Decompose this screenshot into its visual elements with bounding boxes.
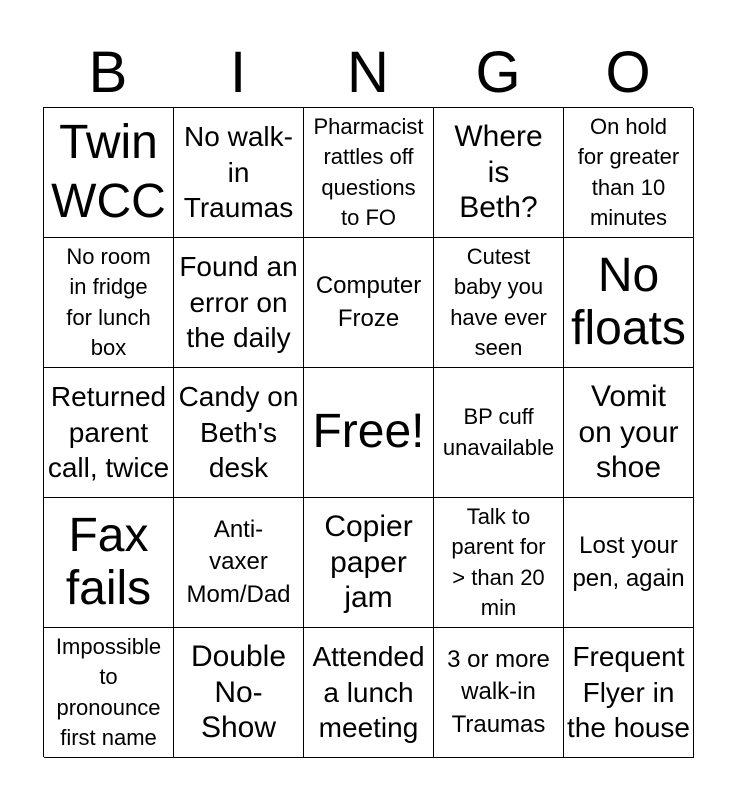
bingo-header (43, 40, 693, 106)
bingo-cell[interactable] (174, 498, 304, 628)
cell-text: Attended a lunch meeting (312, 640, 425, 744)
bingo-cell[interactable] (564, 368, 694, 498)
cell-text: No walk- in Traumas (183, 120, 294, 224)
bingo-cell[interactable] (44, 108, 174, 238)
cell-text: On hold for greater than 10 minutes (577, 113, 680, 230)
cell-text: Copier paper jam (324, 510, 413, 615)
cell-text: 3 or more walk-in Traumas (447, 645, 550, 738)
cell-text: Twin WCC (51, 115, 166, 228)
cell-text: Lost your pen, again (572, 532, 685, 592)
header-letter-i: I (229, 40, 247, 105)
cell-text: Cutest baby you have ever seen (450, 243, 547, 360)
cell-text: Impossible to pronounce first name (55, 633, 162, 750)
bingo-cell[interactable] (174, 628, 304, 758)
bingo-cell[interactable] (44, 498, 174, 628)
header-letter-b: B (88, 40, 128, 105)
cell-text: Anti- vaxer Mom/Dad (186, 515, 291, 608)
bingo-cell[interactable] (304, 108, 434, 238)
bingo-cell[interactable] (304, 628, 434, 758)
header-letter-o: O (605, 40, 651, 105)
cell-text: Returned parent call, twice (47, 380, 170, 484)
bingo-cell[interactable] (304, 498, 434, 628)
cell-text: Talk to parent for > than 20 min (451, 503, 546, 620)
bingo-cell[interactable] (434, 238, 564, 368)
bingo-cell[interactable] (44, 238, 174, 368)
bingo-cell[interactable] (564, 238, 694, 368)
bingo-cell[interactable] (44, 628, 174, 758)
bingo-cell[interactable] (434, 628, 564, 758)
cell-text: Pharmacist rattles off questions to FO (313, 113, 424, 230)
bingo-cell[interactable] (174, 108, 304, 238)
bingo-cell[interactable] (174, 238, 304, 368)
header-letter-n: N (347, 40, 389, 105)
bingo-cell[interactable] (434, 498, 564, 628)
cell-text: Vomit on your shoe (578, 380, 679, 485)
cell-text: Candy on Beth's desk (178, 380, 299, 484)
bingo-cell[interactable] (434, 368, 564, 498)
cell-text: Double No- Show (190, 640, 287, 745)
cell-text: BP cuff unavailable (442, 404, 555, 460)
bingo-cell[interactable] (564, 498, 694, 628)
cell-text: Found an error on the daily (179, 250, 298, 354)
bingo-board (43, 107, 693, 757)
cell-text: Computer Froze (315, 272, 422, 332)
bingo-cell[interactable] (434, 108, 564, 238)
bingo-cell[interactable] (304, 238, 434, 368)
bingo-cell[interactable] (564, 108, 694, 238)
bingo-cell[interactable] (44, 368, 174, 498)
cell-text: No room in fridge for lunch box (66, 243, 151, 360)
cell-text: Fax fails (65, 508, 152, 615)
bingo-cell[interactable] (174, 368, 304, 498)
cell-text: No floats (571, 248, 686, 355)
header-letter-g: G (475, 40, 521, 105)
bingo-cell[interactable] (304, 368, 434, 498)
cell-text: Where is Beth? (454, 120, 543, 225)
cell-text: Frequent Flyer in the house (567, 640, 690, 744)
cell-text: Free! (312, 405, 425, 459)
bingo-cell[interactable] (564, 628, 694, 758)
